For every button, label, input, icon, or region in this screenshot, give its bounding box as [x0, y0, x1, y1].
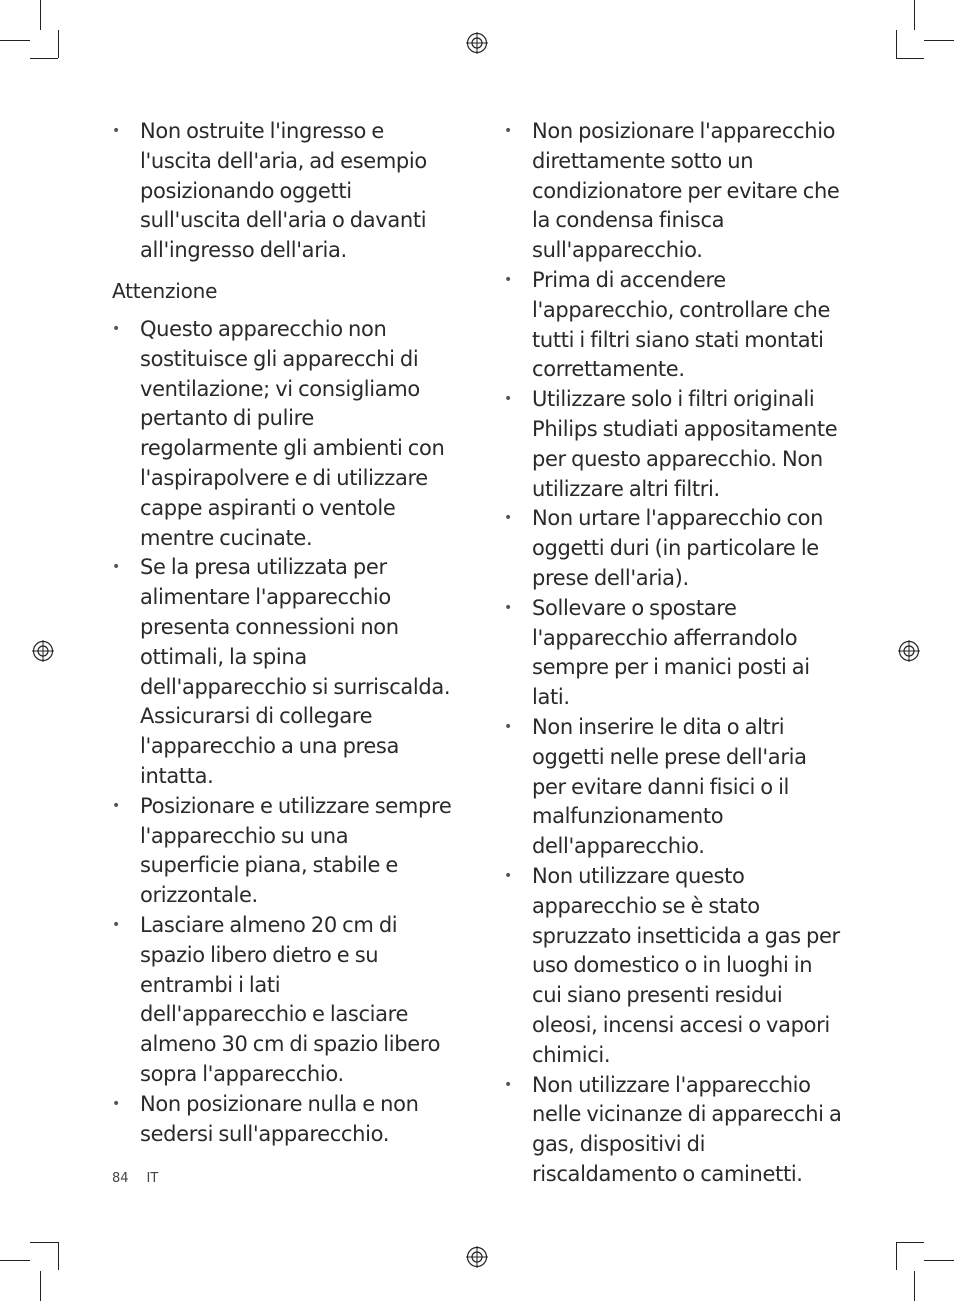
list-item-text: Posizionare e utilizzare sempre l'apparecchio su una superficie piana, stabile e orizzontale.	[140, 793, 452, 908]
list-item-text: Se la presa utilizzata per alimentare l'apparecchio presenta connessioni non ottimali, la spina dell'apparecchio si surriscalda. Assicurarsi di collegare l'apparecchio a una presa intatta.	[140, 555, 451, 788]
left-column	[112, 117, 452, 1149]
crop-mark-bottom-left-inner-v	[58, 1242, 59, 1270]
list-item	[504, 862, 844, 1071]
crop-mark-bottom-left-inner-h	[30, 1242, 58, 1243]
crop-mark-top-right-v	[914, 0, 915, 30]
crop-mark-top-left-inner-h	[30, 58, 58, 59]
bullet-icon: •	[504, 510, 512, 527]
list-item-text: Non posizionare nulla e non sedersi sull'apparecchio.	[140, 1091, 419, 1146]
list-item	[504, 117, 844, 266]
registration-mark-left-icon	[32, 640, 54, 662]
registration-mark-right-icon	[898, 640, 920, 662]
crop-mark-top-right-inner-h	[896, 58, 924, 59]
crop-mark-bottom-right-v	[914, 1271, 915, 1301]
list-item-text: Non inserire le dita o altri oggetti nelle prese dell'aria per evitare danni fisici o il malfunzionamento dell'apparecchio.	[532, 714, 807, 859]
list-item	[504, 594, 844, 713]
list-item-text: Non ostruite l'ingresso e l'uscita dell'aria, ad esempio posizionando oggetti sull'uscita dell'aria o davanti all'ingresso dell'aria.	[140, 119, 427, 263]
bullet-icon: •	[112, 123, 120, 139]
list-item-text: Non utilizzare questo apparecchio se è stato spruzzato insetticida a gas per uso domestico o in luoghi in cui siano presenti residui oleosi, incensi accesi o vapori chimici.	[532, 863, 840, 1067]
crop-mark-bottom-left-h	[0, 1260, 30, 1261]
bullet-icon: •	[504, 123, 512, 139]
list-item-text: Utilizzare solo i filtri originali Philips studiati appositamente per questo apparecchio. Non utilizzare altri filtri.	[532, 387, 838, 501]
list-item-text: Non urtare l'apparecchio con oggetti duri (in particolare le prese dell'aria).	[532, 506, 824, 590]
list-item	[504, 1071, 844, 1190]
crop-mark-bottom-left-v	[40, 1271, 41, 1301]
crop-mark-bottom-right-inner-v	[896, 1242, 897, 1270]
bullet-icon: •	[504, 391, 512, 408]
page-footer	[112, 1171, 158, 1186]
list-item	[112, 911, 452, 1090]
list-item-text: Non posizionare l'apparecchio direttamente sotto un condizionatore per evitare che la condensa finisca sull'apparecchio.	[532, 119, 840, 263]
registration-mark-top-icon	[466, 32, 488, 54]
bullet-icon: •	[504, 599, 512, 616]
language-code: IT	[146, 1171, 159, 1186]
section-heading: Attenzione	[112, 278, 218, 303]
list-item-text: Non utilizzare l'apparecchio nelle vicinanze di apparecchi a gas, dispositivi di riscaldamento o caminetti.	[532, 1072, 842, 1186]
list-item-text: Sollevare o spostare l'apparecchio afferrandolo sempre per i manici posti ai lati.	[532, 595, 810, 710]
bullet-icon: •	[112, 320, 120, 337]
crop-mark-top-left-inner-v	[58, 30, 59, 58]
right-column	[504, 117, 844, 1190]
bullet-icon: •	[112, 916, 120, 933]
crop-mark-top-right-inner-v	[896, 30, 897, 58]
bullet-icon: •	[112, 559, 120, 576]
list-item	[112, 1090, 452, 1150]
page-number: 84	[112, 1171, 129, 1186]
list-item-text: Questo apparecchio non sostituisce gli apparecchi di ventilazione; vi consigliamo pertanto di pulire regolarmente gli ambienti con l'aspirapolvere e di utilizzare cappe aspiranti o ventole mentre cucinate.	[140, 316, 445, 550]
bullet-icon: •	[504, 718, 512, 735]
bullet-icon: •	[504, 271, 512, 288]
list-item	[112, 117, 452, 266]
list-item	[504, 504, 844, 593]
list-item-text: Prima di accendere l'apparecchio, controllare che tutti i filtri siano stati montati correttamente.	[532, 267, 831, 382]
crop-mark-bottom-right-inner-h	[896, 1242, 924, 1243]
list-item	[112, 315, 452, 553]
list-item	[504, 713, 844, 862]
left-bullet-list-top	[112, 117, 452, 266]
list-item	[504, 385, 844, 504]
list-item	[112, 553, 452, 791]
bullet-icon: •	[504, 867, 512, 884]
crop-mark-bottom-right-h	[924, 1260, 954, 1261]
list-item-text: Lasciare almeno 20 cm di spazio libero dietro e su entrambi i lati dell'apparecchio e lasciare almeno 30 cm di spazio libero sopra l'apparecchio.	[140, 912, 441, 1086]
left-bullet-list	[112, 315, 452, 1149]
crop-mark-top-left-h	[0, 40, 30, 41]
crop-mark-top-left-v	[40, 0, 41, 30]
bullet-icon: •	[504, 1076, 512, 1093]
registration-mark-bottom-icon	[466, 1246, 488, 1268]
list-item	[504, 266, 844, 385]
bullet-icon: •	[112, 1095, 120, 1112]
list-item	[112, 792, 452, 911]
bullet-icon: •	[112, 797, 120, 814]
right-bullet-list	[504, 117, 844, 1190]
crop-mark-top-right-h	[924, 40, 954, 41]
